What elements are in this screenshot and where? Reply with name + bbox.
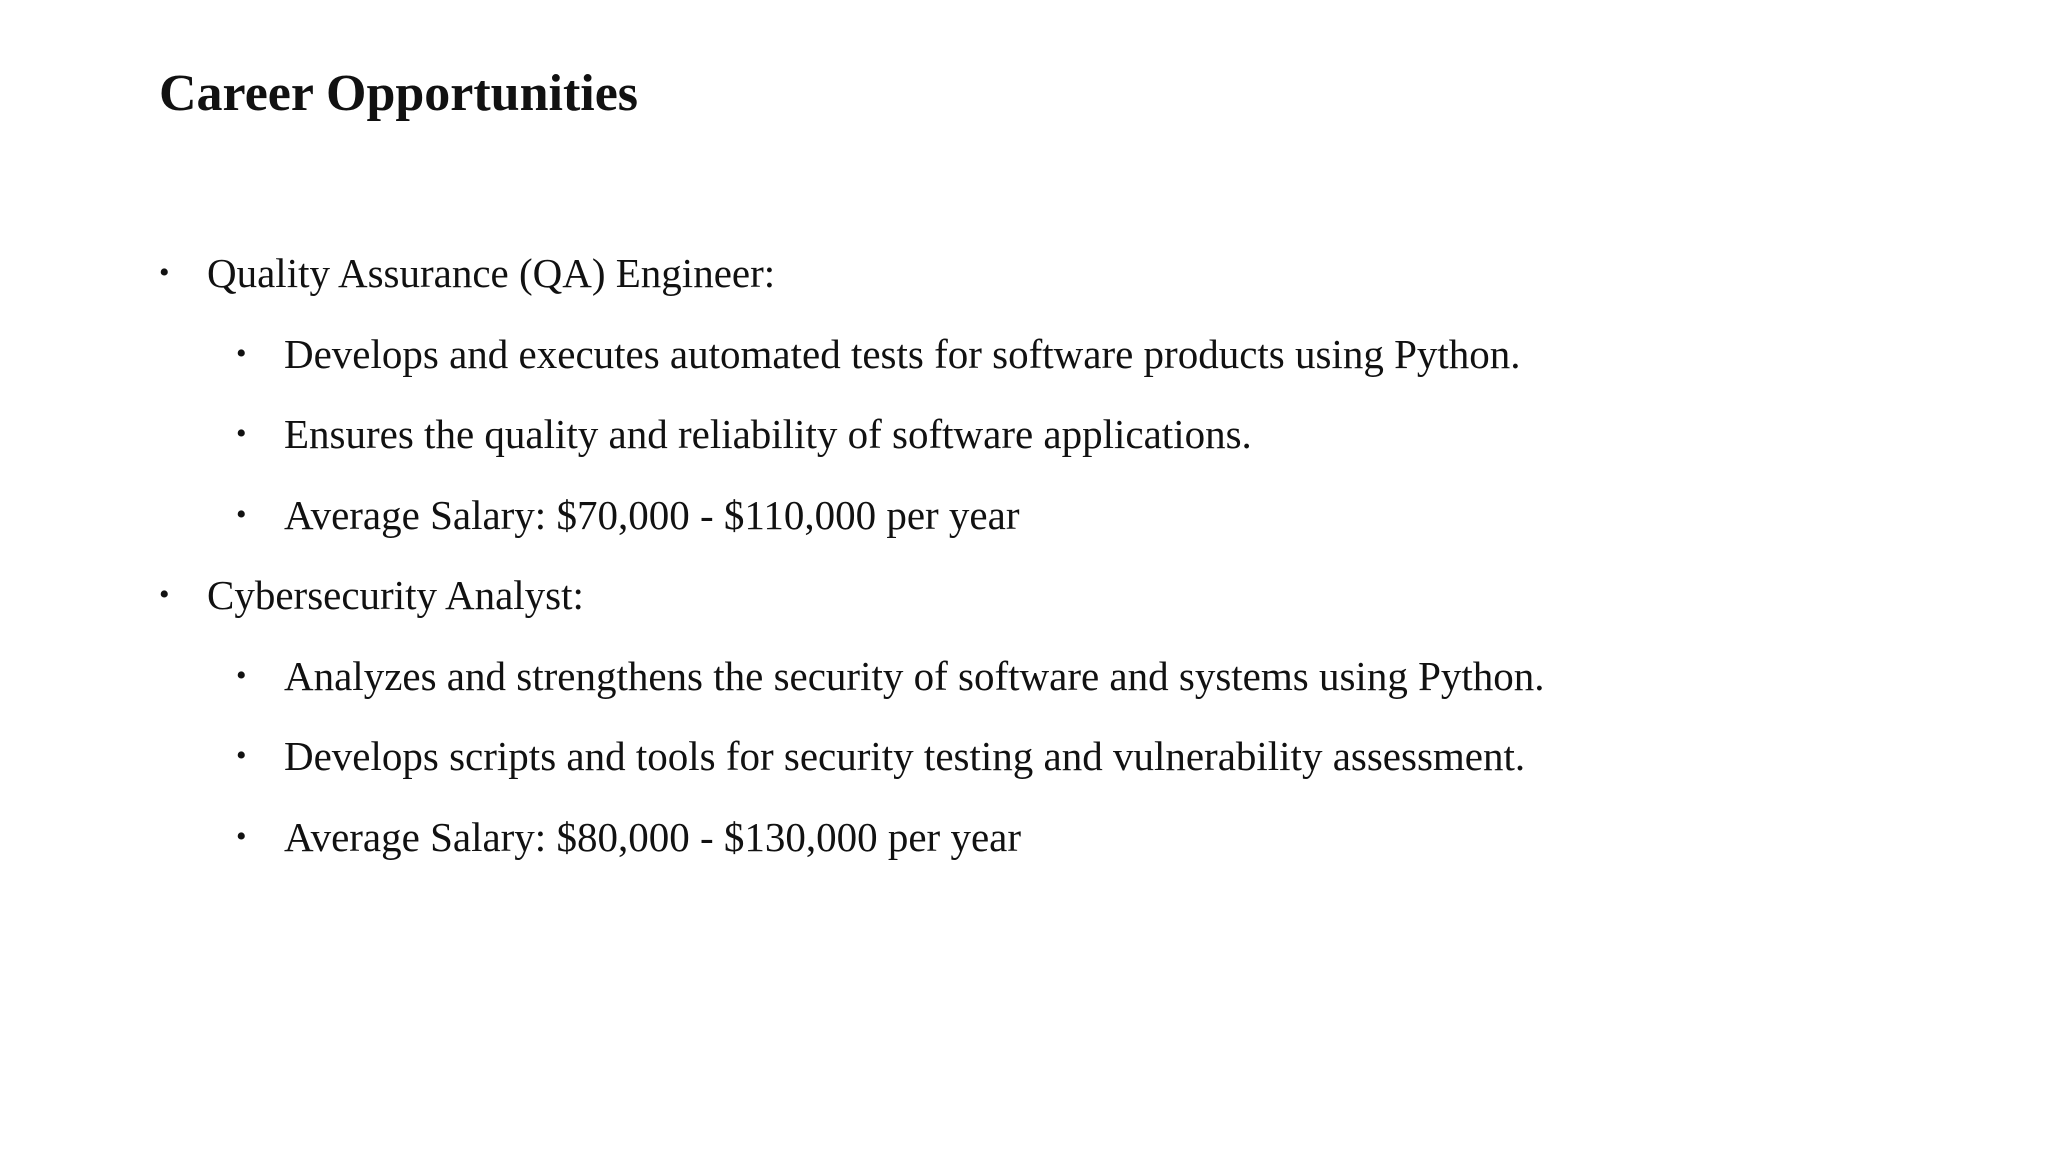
bullet-icon: • (236, 497, 247, 531)
bullet-icon: • (159, 256, 170, 289)
bullet-icon: • (236, 417, 247, 450)
salary-range: Average Salary: $80,000 - $130,000 per year (284, 813, 1021, 860)
career-heading: Cybersecurity Analyst: (207, 572, 584, 618)
career-detail: Analyzes and strengthens the security of software and systems using Python. (284, 652, 1545, 699)
bullet-icon: • (159, 578, 170, 611)
bullet-icon: • (236, 739, 247, 772)
career-detail: Develops and executes automated tests for software products using Python. (284, 330, 1521, 377)
salary-range: Average Salary: $70,000 - $110,000 per year (284, 491, 1020, 538)
career-detail: Develops scripts and tools for security testing and vulnerability assessment. (284, 733, 1526, 779)
career-heading: Quality Assurance (QA) Engineer: (207, 250, 776, 296)
bullet-icon: • (236, 658, 247, 692)
bullet-icon: • (236, 819, 247, 853)
career-detail: Ensures the quality and reliability of software applications. (284, 411, 1252, 457)
slide-title: Career Opportunities (159, 65, 639, 122)
bullet-icon: • (236, 336, 247, 370)
